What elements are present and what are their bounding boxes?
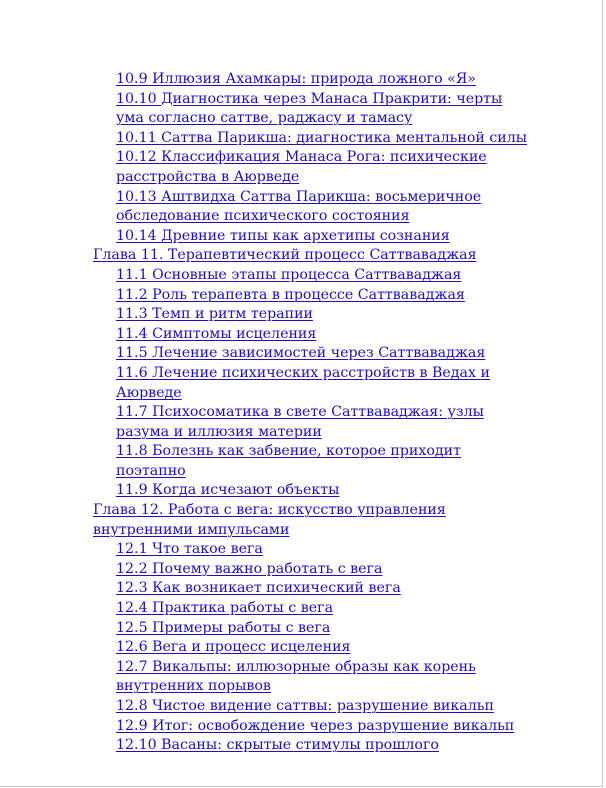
toc-link-12-6[interactable]: 12.6 Вега и процесс исцеления xyxy=(116,639,351,656)
toc-link-12-10[interactable]: 12.10 Васаны: скрытые стимулы прошлого xyxy=(116,737,439,754)
toc-link-12-1[interactable]: 12.1 Что такое вега xyxy=(116,541,263,558)
toc-link-11-6[interactable]: 11.6 Лечение психических расстройств в Ведах и Аюрведе xyxy=(116,364,490,401)
toc-link-12-5[interactable]: 12.5 Примеры работы с вега xyxy=(116,619,331,636)
toc-link-10-14[interactable]: 10.14 Древние типы как архетипы сознания xyxy=(116,227,450,244)
toc-link-12-2[interactable]: 12.2 Почему важно работать с вега xyxy=(116,560,383,577)
toc-link-10-10[interactable]: 10.10 Диагностика через Манаса Пракрити: черты ума согласно саттве, раджасу и тамасу xyxy=(116,90,503,127)
toc-link-11-1[interactable]: 11.1 Основные этапы процесса Саттваваджая xyxy=(116,266,462,283)
toc-link-12-7[interactable]: 12.7 Викальпы: иллюзорные образы как корень внутренних порывов xyxy=(116,658,476,695)
toc-link-10-9[interactable]: 10.9 Иллюзия Ахамкары: природа ложного «Я» xyxy=(116,71,476,87)
toc-link-12-9[interactable]: 12.9 Итог: освобождение через разрушение викальп xyxy=(116,717,515,734)
toc-link-11-2[interactable]: 11.2 Роль терапевта в процессе Саттваваджая xyxy=(116,286,465,303)
toc-link-12-8[interactable]: 12.8 Чистое видение саттвы: разрушение викальп xyxy=(116,698,494,714)
toc-link-11-5[interactable]: 11.5 Лечение зависимостей через Саттваваджая xyxy=(116,345,486,362)
toc-link-11-9[interactable]: 11.9 Когда исчезают объекты xyxy=(116,482,340,499)
toc-link-11-7[interactable]: 11.7 Психосоматика в свете Саттваваджая: узлы разума и иллюзия материи xyxy=(116,404,484,440)
table-of-contents xyxy=(93,70,533,756)
toc-link-12-4[interactable]: 12.4 Практика работы с вега xyxy=(116,600,334,617)
toc-link-chapter-12[interactable]: Глава 12. Работа с вега: искусство управления внутренними импульсами xyxy=(93,502,446,538)
toc-link-chapter-11[interactable]: Глава 11. Терапевтический процесс Саттваваджая xyxy=(93,247,477,264)
toc-link-10-12[interactable]: 10.12 Классификация Манаса Рога: психические расстройства в Аюрведе xyxy=(116,149,487,185)
toc-link-11-3[interactable]: 11.3 Темп и ритм терапии xyxy=(116,306,314,323)
toc-link-12-3[interactable]: 12.3 Как возникает психический вега xyxy=(116,580,401,597)
toc-link-11-4[interactable]: 11.4 Симптомы исцеления xyxy=(116,325,317,342)
toc-link-11-8[interactable]: 11.8 Болезнь как забвение, которое приходит поэтапно xyxy=(116,443,461,479)
toc-link-10-11[interactable]: 10.11 Саттва Парикша: диагностика ментальной силы xyxy=(116,129,528,146)
toc-link-10-13[interactable]: 10.13 Аштвидха Саттва Парикша: восьмеричное обследование психического состояния xyxy=(116,188,482,225)
